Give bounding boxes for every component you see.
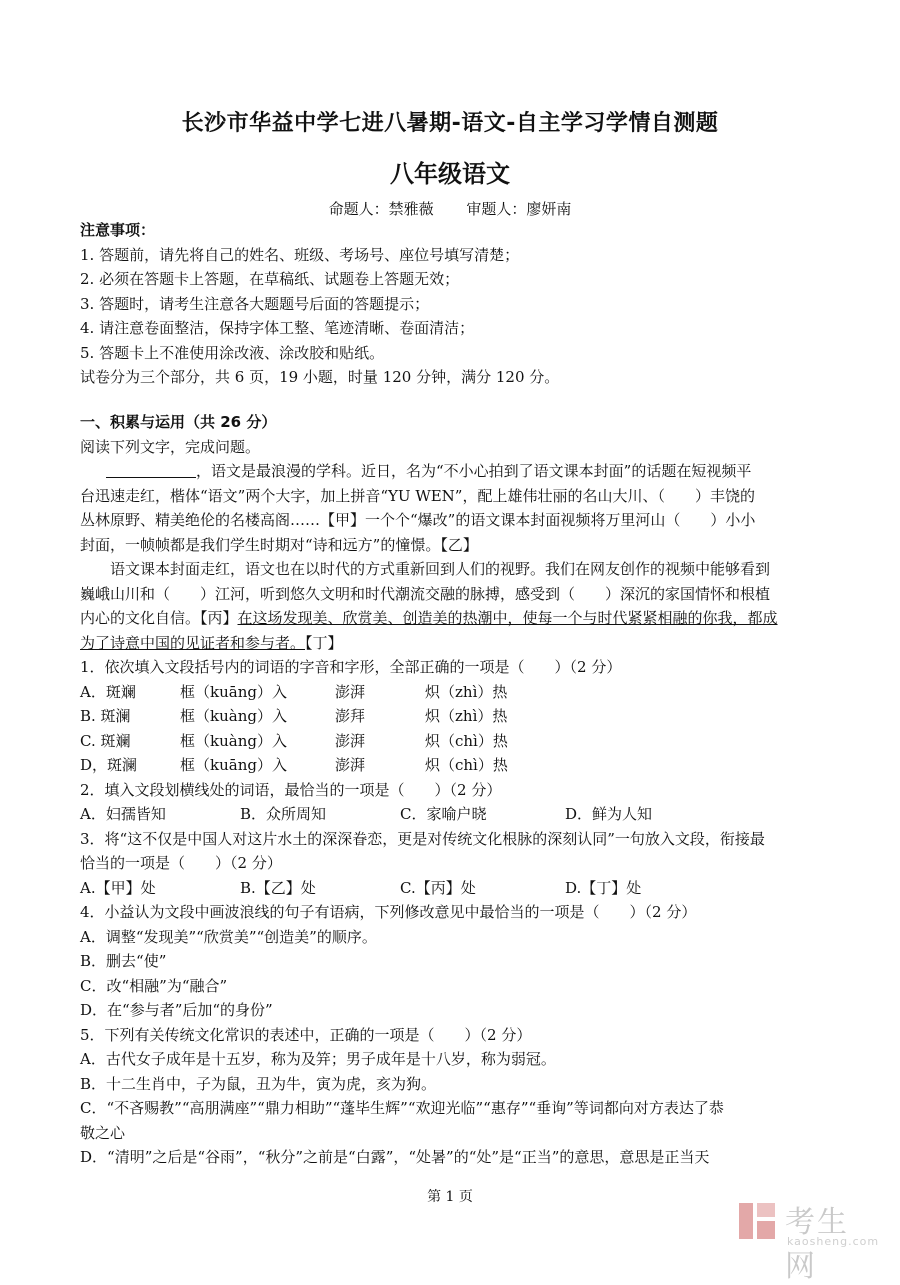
q3-options: A.【甲】处 B.【乙】处 C.【丙】处 D.【丁】处 (80, 878, 642, 897)
passage-line: 丛林原野、精美绝伦的名楼高阁……【甲】一个个“爆改”的语文课本封面视频将万里河山（ ）小小 (80, 511, 756, 529)
question-1-stem: 1．依次填入文段括号内的词语的字音和字形，全部正确的一项是（ ）（2 分） (80, 658, 622, 676)
q5-option: C．“不吝赐教”“高朋满座”“鼎力相助”“蓬毕生辉”“欢迎光临”“惠存”“垂询”等词都向对方表达了恭 (80, 1099, 724, 1117)
notice-item: 2. 必须在答题卡上答题，在草稿纸、试题卷上答题无效； (80, 270, 460, 288)
notice-heading: 注意事项： (80, 221, 156, 239)
q1-option-row: C. 斑斓 框（kuàng）入 澎湃 炽（chì）热 (80, 731, 508, 750)
question-3-stem-cont: 恰当的一项是（ ）（2 分） (80, 854, 282, 872)
q4-option: A．调整“发现美”“欣赏美”“创造美”的顺序。 (80, 927, 377, 946)
q5-option: D．“清明”之后是“谷雨”，“秋分”之前是“白露”，“处暑”的“处”是“正当”的意思，意思是正当天 (80, 1148, 710, 1166)
notice-item: 3. 答题时，请考生注意各大题题号后面的答题提示； (80, 294, 430, 313)
passage-line: 为了诗意中国的见证者和参与者。【丁】 (80, 633, 343, 652)
passage-line: ，语文是最浪漫的学科。近日，名为“不小心拍到了语文课本封面”的话题在短视频平 (80, 459, 840, 484)
q5-option: 敬之心 (80, 1123, 126, 1142)
notice-block (80, 218, 840, 390)
question-5-stem: 5．下列有关传统文化常识的表述中，正确的一项是（ ）（2 分） (80, 1025, 532, 1044)
notice-item: 4. 请注意卷面整洁，保持字体工整、笔迹清晰、卷面清洁； (80, 319, 475, 337)
notice-item: 1. 答题前，请先将自己的姓名、班级、考场号、座位号填写清楚； (80, 245, 520, 264)
passage-line: 语文课本封面走红，语文也在以时代的方式重新回到人们的视野。我们在网友创作的视频中能够看到 (110, 560, 771, 578)
exam-title: 长沙市华益中学七进八暑期-语文-自主学习学情自测题 (181, 111, 719, 136)
question-3-stem: 3．将“这不仅是中国人对这片水土的深深眷恋，更是对传统文化根脉的深刻认同”一句放入文段，衔接最 (80, 829, 765, 848)
page-number: 第 1 页 (427, 1189, 473, 1205)
q2-options: A．妇孺皆知 B．众所周知 C．家喻户晓 D．鲜为人知 (80, 805, 653, 823)
question-2-stem: 2．填入文段划横线处的词语，最恰当的一项是（ ）（2 分） (80, 780, 502, 799)
section-1 (80, 410, 840, 1170)
watermark-text: 考生网 (785, 1205, 849, 1284)
section-instruction: 阅读下列文字，完成问题。 (80, 437, 261, 456)
authors-line (0, 198, 900, 219)
wavy-sentence: 在这场发现美、欣赏美、创造美的热潮中，使每一个与时代紧紧相融的你我，都成 (237, 609, 778, 627)
wavy-sentence: 为了诗意中国的见证者和参与者。 (80, 633, 306, 652)
q5-option: B．十二生肖中，子为鼠，丑为牛，寅为虎，亥为狗。 (80, 1074, 437, 1093)
q1-option-row: A．斑斓 框（kuāng）入 澎湃 炽（zhì）热 (80, 682, 508, 701)
notice-item: 5. 答题卡上不准使用涂改液、涂改胶和贴纸。 (80, 343, 385, 362)
watermark-logo-icon (735, 1199, 779, 1243)
exam-subtitle: 八年级语文 (390, 160, 510, 188)
q1-option-row: D，斑澜 框（kuāng）入 澎湃 炽（chì）热 (80, 756, 508, 774)
passage-line: 台迅速走红，楷体“语文”两个大字，加上拼音“YU WEN”，配上雄伟壮丽的名山大川、（ ）丰饶的 (80, 486, 755, 505)
section-heading: 一、积累与运用（共 26 分） (80, 413, 277, 431)
setter: 命题人：禁雅薇 (328, 200, 434, 218)
q4-option: C．改“相融”为“融合” (80, 976, 228, 995)
passage-line: 封面，一帧帧都是我们学生时期对“诗和远方”的憧憬。【乙】 (80, 535, 478, 554)
question-4-stem: 4．小益认为文段中画波浪线的句子有语病，下列修改意见中最恰当的一项是（ ）（2 分） (80, 903, 697, 921)
answer-blank (106, 461, 196, 478)
passage-line: 内心的文化自信。【丙】在这场发现美、欣赏美、创造美的热潮中，使每一个与时代紧紧相融的你我，都成 (80, 609, 778, 627)
q4-option: D．在“参与者”后加“的身份” (80, 1001, 273, 1019)
q1-option-row: B. 斑澜 框（kuàng）入 澎拜 炽（zhì）热 (80, 707, 508, 725)
passage-line: 巍峨山川和（ ）江河，听到悠久文明和时代潮流交融的脉搏，感受到（ ）深沉的家国情怀和根植 (80, 584, 771, 603)
watermark (735, 1195, 880, 1284)
q4-option: B．删去“使” (80, 952, 167, 970)
notice-summary: 试卷分为三个部分，共 6 页，19 小题，时量 120 分钟，满分 120 分。 (80, 368, 560, 386)
q5-option: A．古代女子成年是十五岁，称为及笄；男子成年是十八岁，称为弱冠。 (80, 1050, 556, 1068)
watermark-url: kaosheng.com (787, 1235, 880, 1248)
reviewer: 审题人：廖妍南 (466, 200, 572, 218)
